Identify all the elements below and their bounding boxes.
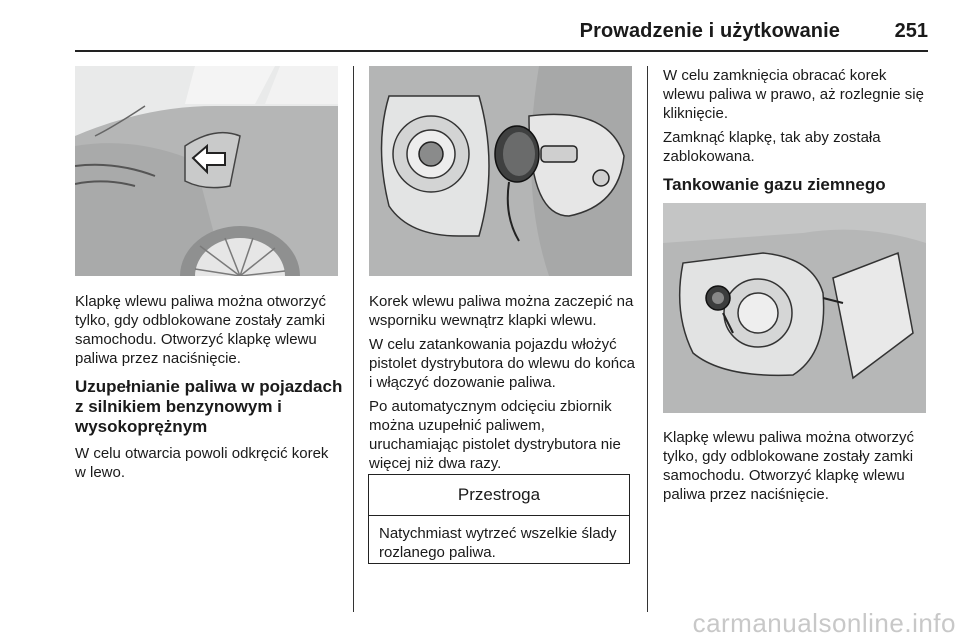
middle-paragraph-3: Po automatycznym odcięciu zbiornik można uzupełnić paliwem, uruchamiając pistolet dystrybutora nie więcej niż dwa razy.	[369, 398, 621, 472]
caution-text: Natychmiast wytrzeć wszelkie ślady rozlanego paliwa.	[379, 525, 617, 561]
right-paragraph-1: W celu zamknięcia obracać korek wlewu paliwa w prawo, aż rozlegnie się kliknięcie.	[663, 67, 924, 122]
caution-box	[368, 474, 630, 564]
fuel-cap-holder-illustration	[369, 66, 632, 276]
middle-text-block	[369, 292, 637, 478]
section-heading-natural-gas: Tankowanie gazu ziemnego	[663, 175, 886, 194]
right-paragraph-2: Zamknąć klapkę, tak aby została zablokowana.	[663, 129, 881, 165]
column-divider-right	[647, 66, 648, 612]
right-text-block	[663, 66, 931, 171]
page-title: Prowadzenie i użytkowanie	[579, 20, 840, 42]
watermark: carmanualsonline.info	[692, 608, 956, 638]
section-heading-petrol-diesel: Uzupełnianie paliwa w pojazdach z silnikiem benzynowym i wysokoprężnym	[75, 377, 343, 436]
column-divider-left	[353, 66, 354, 612]
left-body-text: W celu otwarcia powoli odkręcić korek w lewo.	[75, 445, 329, 481]
caution-title: Przestroga	[369, 475, 629, 516]
middle-paragraph-2: W celu zatankowania pojazdu włożyć pistolet dystrybutora do wlewu do końca i włączyć dozowanie paliwa.	[369, 336, 635, 391]
page-number: 251	[894, 20, 928, 42]
cng-filler-illustration	[663, 203, 926, 413]
left-caption: Klapkę wlewu paliwa można otworzyć tylko, gdy odblokowane zostały zamki samochodu. Otworzyć klapkę wlewu paliwa przez naciśnięcie.	[75, 293, 326, 367]
right-caption: Klapkę wlewu paliwa można otworzyć tylko, gdy odblokowane zostały zamki samochodu. Otworzyć klapkę wlewu paliwa przez naciśnięcie.	[663, 429, 914, 503]
header-rule	[75, 50, 928, 52]
middle-paragraph-1: Korek wlewu paliwa można zaczepić na wsporniku wewnątrz klapki wlewu.	[369, 293, 634, 329]
fuel-flap-car-illustration	[75, 66, 338, 276]
